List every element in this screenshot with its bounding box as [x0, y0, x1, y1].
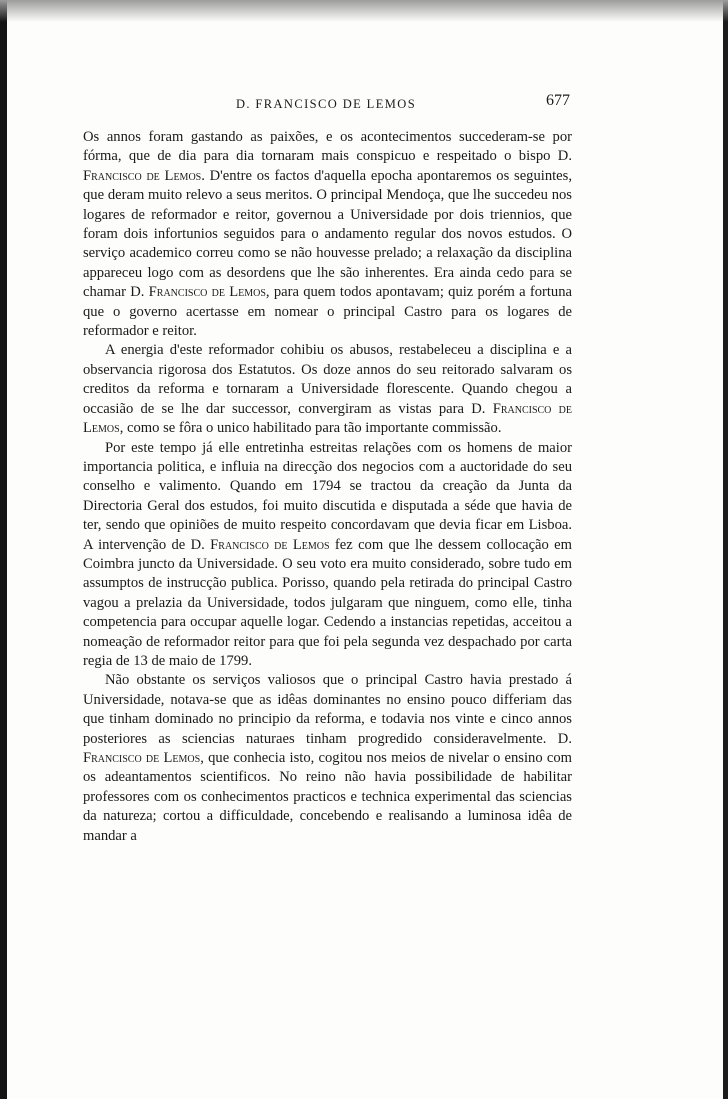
scan-top-shadow	[0, 0, 728, 22]
name-small-caps: Francisco de Lemos	[83, 167, 202, 184]
name-small-caps: Francisco de Lemos	[83, 400, 572, 437]
text-run: , para quem todos apontavam; quiz porém a fortuna que o governo acertasse em nomear o principal Castro para os logares de reformador e reitor.	[83, 284, 572, 340]
paragraph-3	[83, 439, 572, 672]
paragraph-4	[83, 671, 572, 846]
name-small-caps: Francisco de Lemos	[148, 284, 266, 301]
text-run: , como se fôra o unico habilitado para tão importante commissão.	[119, 420, 502, 437]
paragraph-1	[83, 128, 572, 341]
text-run: Os annos foram gastando as paixões, e os acontecimentos succederam-se por fórma, que de dia para dia tornaram mais conspicuo e respeitado o bispo D.	[83, 129, 572, 165]
page-right-edge	[723, 0, 728, 1099]
name-small-caps: Francisco de Lemos	[210, 536, 330, 553]
text-run: fez com que lhe dessem collocação em Coimbra juncto da Universidade. O seu voto era muito considerado, sobre tudo em assumptos de instrucção publica. Porisso, quando pela retirada do principal Castro vagou a prelazia da Universidade, todos julgaram que ninguem, como elle, tinha competencia para occupar aquelle logar. Cedendo a instancias repetidas, acceitou a nomeação de reformador reitor para que foi pela segunda vez despachado por carta regia de 13 de maio de 1799.	[83, 536, 572, 669]
page-header	[80, 94, 572, 114]
text-run: Por este tempo já elle entretinha estreitas relações com os homens de maior importancia politica, e influia na direcção dos negocios com a auctoridade do seu conselho e valimento. Quando em 1794 se tractou da creação da Junta da Directoria Geral dos estudos, foi muito discutida e disputada a séde que havia de ter, sendo que opiniões de muito respeito concordavam que devia ficar em Lisboa. A intervenção de D.	[83, 439, 572, 553]
running-title: D. FRANCISCO DE LEMOS	[235, 97, 417, 111]
text-run: , que conhecia isto, cogitou nos meios de nivelar o ensino com os adeantamentos scientificos. No reino não havia possibilidade de habilitar professores com os conhecimentos practicos e technica experimental das sciencias da natureza; cortou a difficuldade, concebendo e realisando a luminosa idêa de mandar a	[83, 750, 572, 844]
page-number: 677	[546, 92, 570, 109]
paragraph-2	[83, 341, 572, 438]
text-run: . D'entre os factos d'aquella epocha apontaremos os seguintes, que deram muito relevo a seus meritos. O principal Mendoça, que lhe succedeu nos logares de reformador e reitor, governou a Universidade por dois triennios, que foram dois infortunios seguidos para o andamento regular dos novos estudos. O serviço academico correu como se não houvesse prelado; a relaxação da disciplina appareceu logo com as desordens que lhe são inherentes. Era ainda cedo para se chamar D.	[83, 167, 572, 301]
text-run: Não obstante os serviços valiosos que o principal Castro havia prestado á Universidade, notava-se que as idêas dominantes no ensino pouco differiam das que tinham dominado no principio da reforma, e todavia nos vinte e cinco annos posteriores as sciencias naturaes tinham progredido consideravelmente. D.	[83, 672, 572, 747]
name-small-caps: Francisco de Lemos	[83, 750, 201, 766]
page-left-edge	[0, 0, 7, 1099]
text-run: A energia d'este reformador cohibiu os abusos, restabeleceu a disciplina e a observancia rigorosa dos Estatutos. Os doze annos do seu reitorado salvaram os creditos da reforma e tornaram a Universidade florescente. Quando chegou a occasião de se lhe dar successor, convergiram as vistas para D.	[83, 342, 572, 417]
body-text	[83, 128, 572, 846]
